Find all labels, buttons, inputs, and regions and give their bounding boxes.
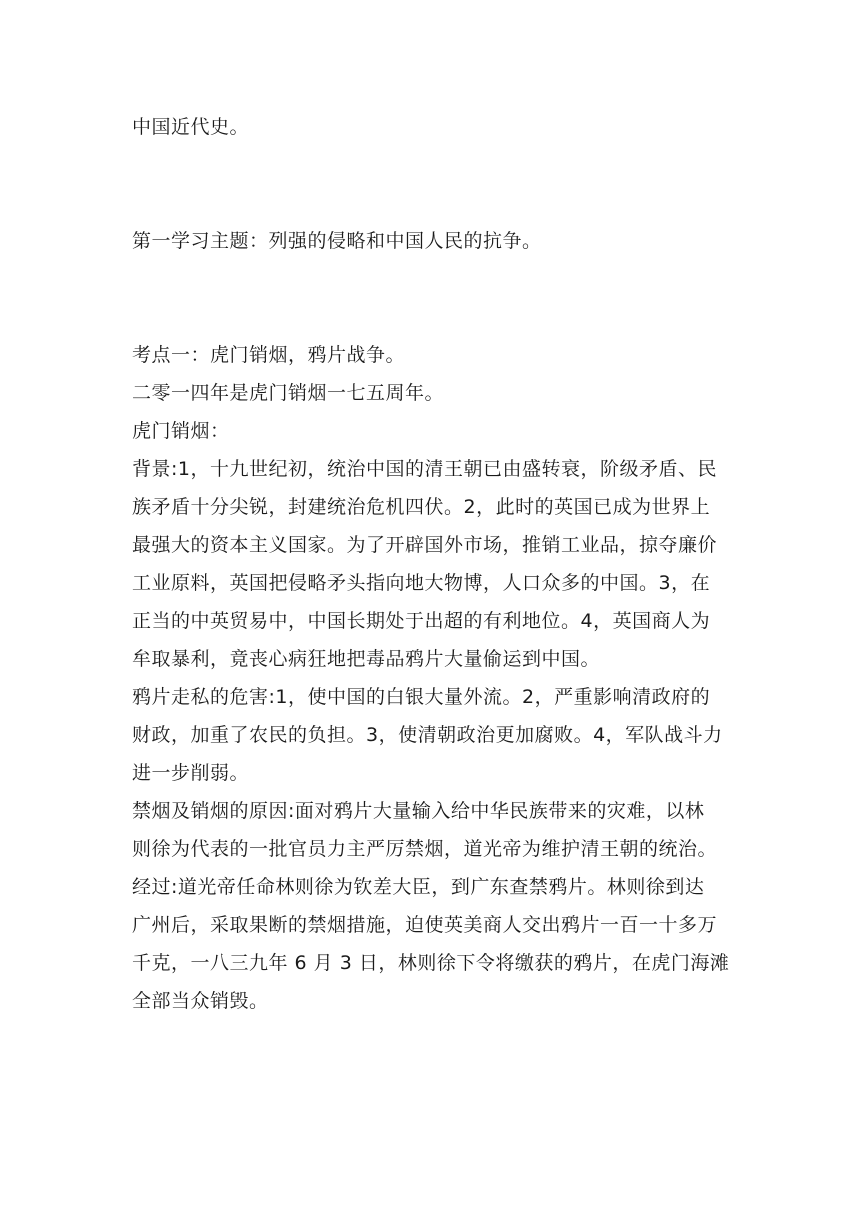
anniversary-line: 二零一四年是虎门销烟一七五周年。: [132, 382, 445, 404]
section-title: 中国近代史。: [132, 116, 250, 138]
paragraph-line: 千克，一八三九年 6 月 3 日，林则徐下令将缴获的鸦片，在虎门海滩: [132, 952, 730, 974]
theme-heading: 第一学习主题：列强的侵略和中国人民的抗争。: [132, 230, 542, 252]
paragraph-line: 则徐为代表的一批官员力主严厉禁烟，道光帝为维护清王朝的统治。: [132, 838, 718, 860]
paragraph-line: 工业原料，英国把侵略矛头指向地大物博，人口众多的中国。3，在: [132, 572, 711, 594]
process-paragraph: [132, 868, 732, 1020]
paragraph-line: 鸦片走私的危害:1，使中国的白银大量外流。2，严重影响清政府的: [132, 686, 711, 708]
paragraph-line: 牟取暴利，竟丧心病狂地把毒品鸦片大量偷运到中国。: [132, 648, 601, 670]
paragraph-line: 全部当众销毁。: [132, 990, 269, 1012]
harm-paragraph: [132, 678, 732, 792]
background-paragraph: [132, 450, 732, 678]
paragraph-line: 正当的中英贸易中，中国长期处于出超的有利地位。4，英国商人为: [132, 610, 711, 632]
paragraph-line: 经过:道光帝任命林则徐为钦差大臣，到广东查禁鸦片。林则徐到达: [132, 876, 705, 898]
paragraph-line: 禁烟及销烟的原因:面对鸦片大量输入给中华民族带来的灾难，以林: [132, 800, 705, 822]
blank-line: [132, 260, 732, 298]
paragraph-line: 最强大的资本主义国家。为了开辟国外市场，推销工业品，掠夺廉价: [132, 534, 718, 556]
paragraph-line: 族矛盾十分尖锐，封建统治危机四伏。2，此时的英国已成为世界上: [132, 496, 711, 518]
blank-line: [132, 298, 732, 336]
blank-line: [132, 146, 732, 184]
blank-line: [132, 184, 732, 222]
paragraph-line: 进一步削弱。: [132, 762, 250, 784]
paragraph-line: 背景:1，十九世纪初，统治中国的清王朝已由盛转衰，阶级矛盾、民: [132, 458, 717, 480]
humen-heading: 虎门销烟：: [132, 420, 230, 442]
kaodian-heading: 考点一：虎门销烟，鸦片战争。: [132, 344, 406, 366]
paragraph-line: 广州后，采取果断的禁烟措施，迫使英美商人交出鸦片一百一十多万: [132, 914, 718, 936]
paragraph-line: 财政，加重了农民的负担。3，使清朝政治更加腐败。4，军队战斗力: [132, 724, 723, 746]
reason-paragraph: [132, 792, 732, 868]
document-body: [132, 108, 732, 1020]
